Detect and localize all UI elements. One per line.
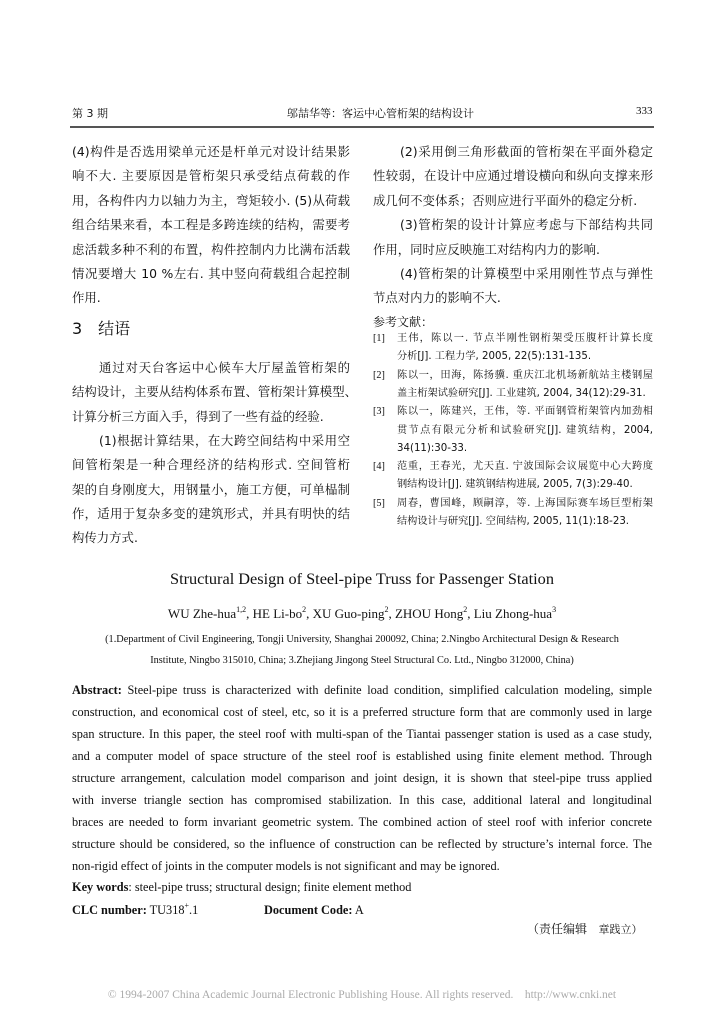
doc-code-value: A (352, 903, 364, 917)
paragraph-line: (2)采用倒三角形截面的管桁架在平面外稳定 (400, 144, 653, 159)
abstract-line: braces are needed to form invariant geometric system. The combined action of steel roof with inferior concrete (72, 815, 652, 829)
author-affiliation-mark: 1,2 (236, 605, 247, 614)
clc-number (72, 902, 198, 918)
affiliation-line: Institute, Ningbo 315010, China; 3.Zhejiang Jingong Steel Structural Co. Ltd., Ningbo 312000, China) (150, 655, 574, 666)
reference-line: 范重，王春光，尤天直. 宁波国际会议展览中心大跨度 (397, 461, 653, 473)
document-code (264, 902, 364, 918)
abstract-line: and a computer model of space structure of the steel roof is established using finite element method. Through (72, 749, 652, 763)
paragraph-line: (4)管桁架的计算模型中采用刚性节点与弹性 (400, 266, 653, 281)
abstract-label: Abstract: (72, 683, 122, 697)
abstract-line: structure arrangement, calculation model comparison and joint design, it is shown that steel-pipe truss applied (72, 771, 652, 785)
paragraph-line: 架的自身刚度大，用钢量小，施工方便，可单榀制 (72, 481, 350, 497)
editor-label: （责任编辑 (527, 922, 588, 936)
paragraph-line: 响不大. 主要原因是管桁架只承受结点荷载的作 (72, 168, 350, 184)
reference-line: 周春，曹国峰，顾嗣淳，等. 上海国际赛车场巨型桁架 (397, 497, 653, 509)
clc-label: CLC number: (72, 903, 147, 917)
paragraph-line: (1)根据计算结果，在大跨空间结构中采用空 (99, 432, 350, 448)
paragraph-line: (3)管桁架的设计计算应考虑与下部结构共同 (400, 217, 653, 233)
author (474, 606, 556, 621)
author-name: ZHOU Hong (394, 606, 464, 621)
editor-name: 章践立） (598, 923, 643, 936)
header-rule (70, 126, 654, 128)
author-name: HE Li-bo (252, 606, 303, 621)
reference-line: 盖主桁架试验研究[J]. 工业建筑, 2004, 34(12):29-31. (397, 387, 646, 399)
abstract-line: span structure. In this paper, the steel roof with multi-span of the Tiantai passenger station is used as a case study, (72, 727, 652, 741)
abstract-line (72, 682, 652, 698)
paragraph-line: 成几何不变体系；否则应进行平面外的稳定分析. (373, 192, 638, 208)
paragraph-line: 情况要增大 10 %左右. 其中竖向荷载组合起控制 (72, 266, 350, 281)
clc-sup: + (184, 901, 190, 910)
author-name: Liu Zhong-hua (473, 606, 553, 621)
paragraph-line: 构传力方式. (72, 530, 138, 546)
affiliation-line: (1.Department of Civil Engineering, Tongji University, Shanghai 200092, China; 2.Ningbo Architectural Design & Research (105, 634, 619, 645)
section-title: 3 结语 (72, 319, 131, 338)
doc-code-label: Document Code: (264, 903, 353, 917)
author: WU Zhe-hua$^{1,2}$, (167, 605, 253, 621)
paragraph-line: 性较弱，在设计中应通过增设横向和纵向支撑来形 (373, 168, 653, 184)
reference-line: 贯节点有限元分析和试验研究[J]. 建筑结构，2004, (397, 424, 653, 436)
author-name: XU Guo-ping (312, 606, 385, 621)
paragraph-line: 通过对天台客运中心候车大厅屋盖管桁架的 (99, 360, 350, 375)
english-title: Structural Design of Steel-pipe Truss for Passenger Station (170, 569, 554, 588)
paragraph-line: 结构设计，主要从结构体系布置、管桁架计算模型、 (72, 384, 357, 400)
author-list (0, 606, 724, 622)
abstract-line: with inverse triangle section has compromised stabilization. In this case, additional lateral and longitudinal (72, 793, 652, 807)
reference-line: 34(11):30-33. (397, 442, 468, 454)
paragraph-line: 作用，同时应反映施工对结构内力的影响. (373, 241, 600, 257)
page-number: 333 (636, 105, 653, 117)
paragraph-line: 节点对内力的影响不大. (373, 290, 501, 306)
author-affiliation-mark: 2 (463, 605, 468, 614)
author: HE $Li-bo^2$, (252, 605, 313, 621)
author-name: WU Zhe-hua (167, 606, 237, 621)
editor-note (527, 922, 642, 937)
author-affiliation-mark: 2 (384, 605, 389, 614)
paragraph-line: 虑活载多种不利的布置，构件控制内力比满布活载 (72, 241, 350, 257)
reference-line: 陈以一，陈建兴，王伟，等. 平面钢管桁架管内加劲相 (397, 406, 653, 418)
abstract-line: non-rigid effect of joints in the computer models is not significant and may be ignored. (72, 859, 500, 873)
author: XU Guo-ping$^2$, (312, 605, 395, 621)
copyright-footer: © 1994-2007 China Academic Journal Electronic Publishing House. All rights reserved. http://www.cnki.net (107, 989, 617, 1001)
abstract-text: Steel-pipe truss is characterized with definite load condition, simplified calculation modeling, simple (127, 683, 652, 697)
reference-line: 结构设计与研究[J]. 空间结构, 2005, 11(1):18-23. (397, 516, 630, 527)
clc-value: TU318 (146, 903, 185, 917)
keywords-value: : steel-pipe truss; structural design; finite element method (128, 880, 412, 894)
reference-line: 钢结构设计[J]. 建筑钢结构进展, 2005, 7(3):29-40. (397, 479, 633, 491)
paragraph-line: (4)构件是否选用梁单元还是杆单元对设计结果影 (72, 144, 350, 159)
author-affiliation-mark: 3 (552, 605, 557, 614)
reference-number: [5] (373, 497, 385, 509)
paragraph-line: 作，适用于复杂多变的建筑形式，并具有明快的结 (72, 505, 350, 521)
reference-line: 陈以一，田海，陈扬骥. 重庆江北机场新航站主楼钢屋 (397, 369, 653, 381)
running-title: 邬喆华等：客运中心管桁架的结构设计 (287, 107, 474, 120)
paragraph-line: 作用. (72, 290, 101, 306)
reference-number: [4] (373, 461, 385, 473)
keywords (72, 879, 411, 895)
reference-number: [3] (373, 406, 385, 418)
paragraph-line: 间管桁架是一种合理经济的结构形式. 空间管桁 (72, 457, 350, 473)
paragraph-line: 用，各构件内力以轴力为主，弯矩较小. (5)从荷载 (72, 192, 350, 208)
author: ZHOU Hong$^2$, (394, 605, 474, 621)
reference-number: [1] (373, 333, 385, 344)
abstract-line: construction, and economical cost of steel, etc, so it is a preferred structure form that are commonly used in large (72, 705, 652, 719)
clc-suffix: .1 (189, 903, 199, 917)
keywords-label: Key words (72, 880, 129, 894)
reference-line: 分析[J]. 工程力学, 2005, 22(5):131-135. (397, 351, 592, 363)
paragraph-line: 组合结果来看，本工程是多跨连续的结构，需要考 (72, 217, 350, 233)
references-title: 参考文献： (373, 315, 434, 329)
paragraph-line: 计算分析三方面入手，得到了一些有益的经验. (72, 408, 324, 424)
reference-line: 王伟，陈以一. 节点半刚性钢桁架受压腹杆计算长度 (397, 333, 653, 344)
reference-number: [2] (373, 369, 385, 381)
issue-label: 第 3 期 (72, 107, 108, 120)
abstract-line: structure should be considered, so the influence of construction can be reflected by structure’s internal force. The (72, 837, 652, 851)
author-affiliation-mark: 2 (302, 605, 307, 614)
